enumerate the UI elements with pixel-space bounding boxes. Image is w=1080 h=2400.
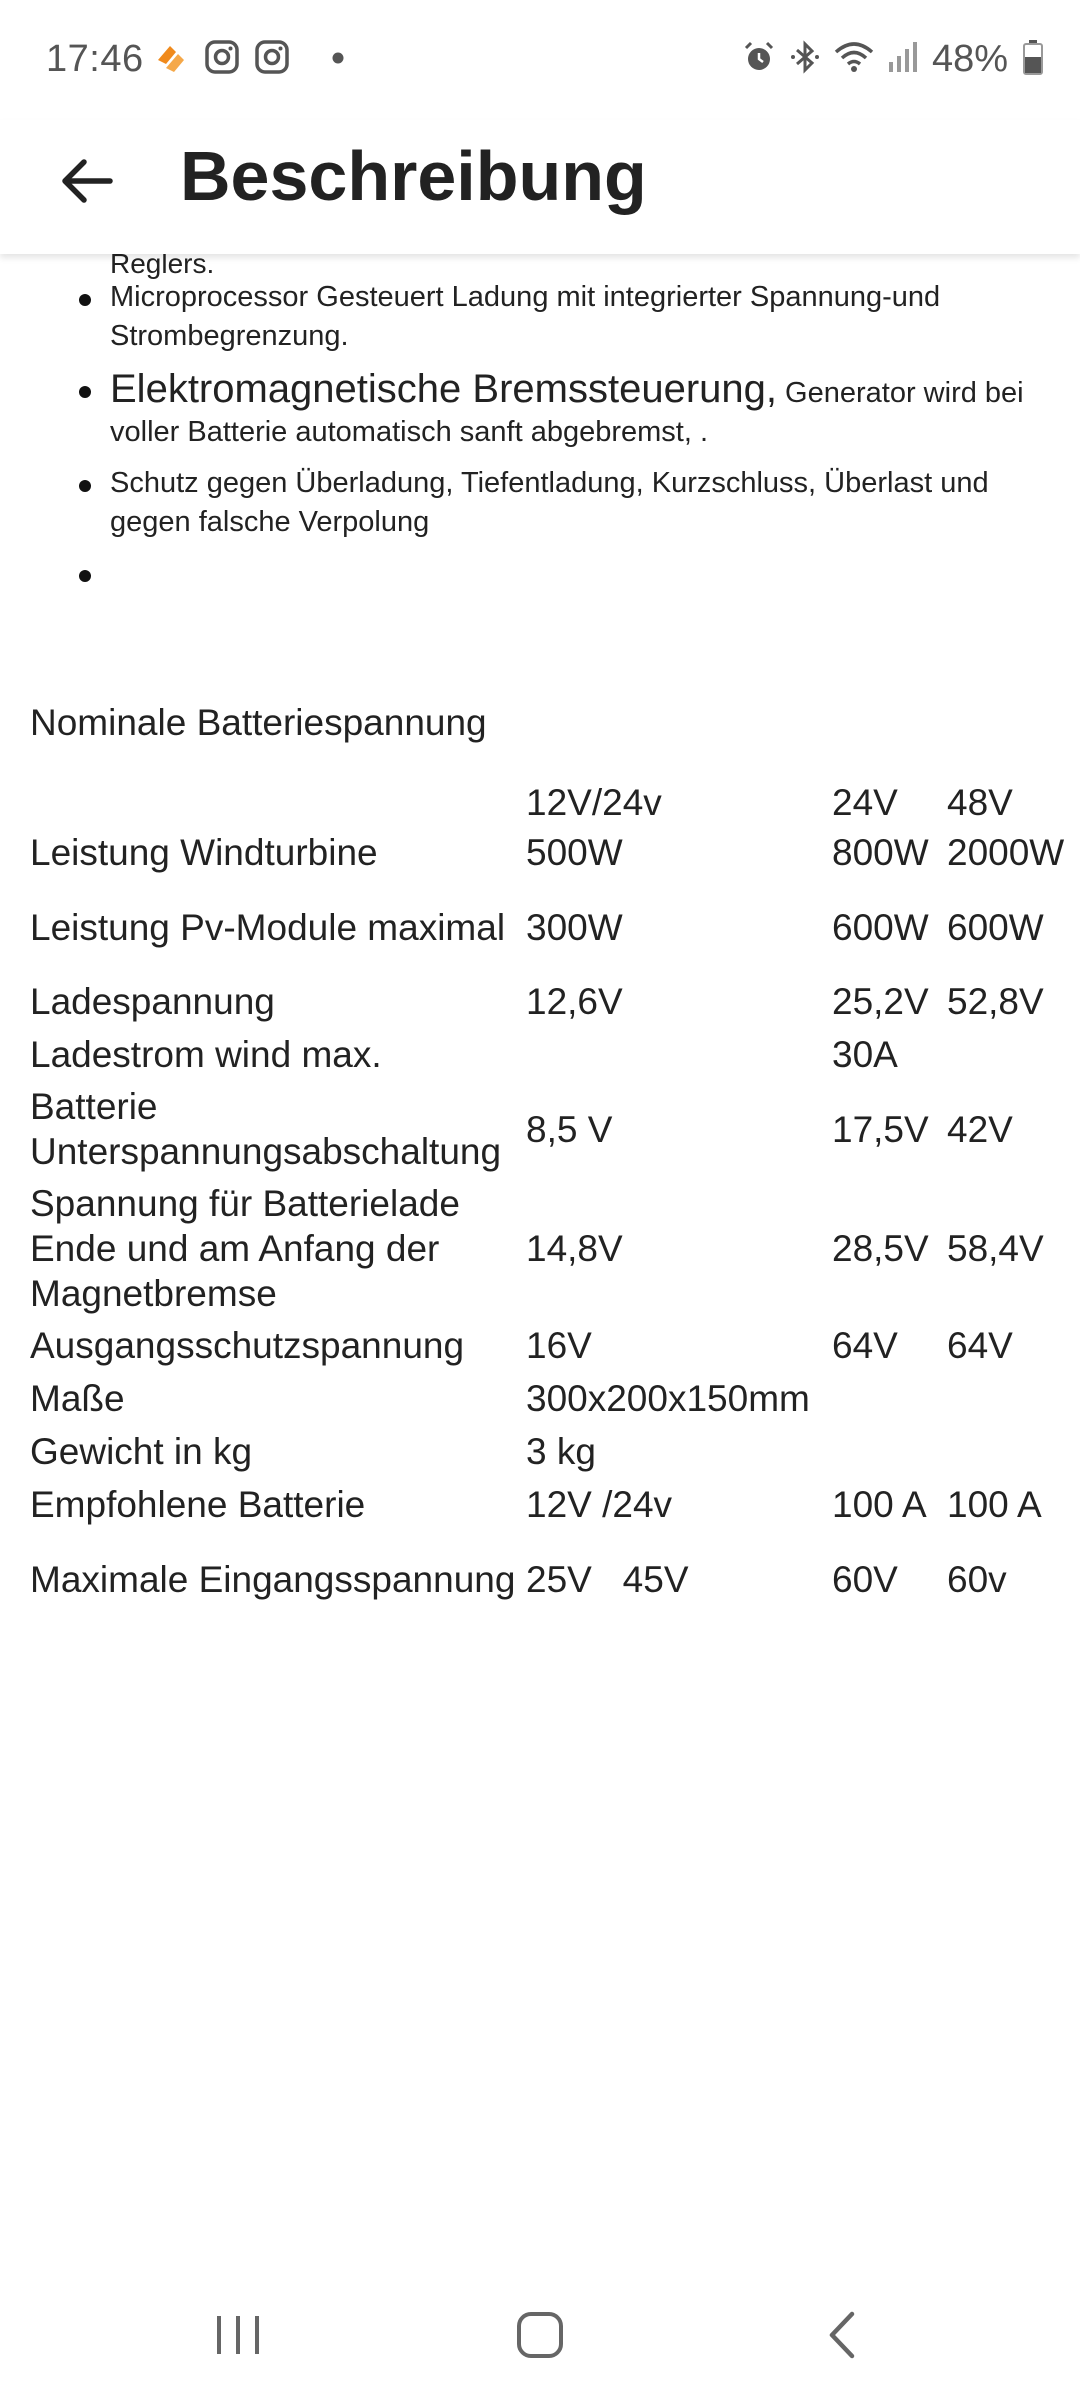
row-label: Gewicht in kg bbox=[30, 1431, 253, 1472]
row-value: 30A bbox=[832, 1034, 898, 1075]
home-icon bbox=[505, 2300, 575, 2370]
recents-icon bbox=[203, 2300, 273, 2370]
back-icon bbox=[808, 2300, 878, 2370]
back-button[interactable] bbox=[52, 146, 122, 216]
feature-list bbox=[0, 278, 1080, 594]
alarm-icon bbox=[742, 40, 776, 79]
table-row bbox=[30, 1319, 1077, 1372]
arrow-left-icon bbox=[52, 146, 122, 216]
instagram-icon bbox=[254, 39, 290, 80]
row-value: 28,5V bbox=[832, 1227, 929, 1269]
row-value: 60v bbox=[947, 1558, 1007, 1600]
list-item bbox=[0, 554, 1080, 594]
notification-app-icon bbox=[152, 38, 190, 81]
row-value: 100 A bbox=[947, 1484, 1042, 1525]
row-value: 64V bbox=[947, 1325, 1013, 1366]
navigation-bar bbox=[0, 2270, 1080, 2400]
list-item-text: Schutz gegen Überladung, Tiefentladung, Kurzschluss, Überlast und gegen falsche Verpolung bbox=[110, 467, 989, 538]
row-value: 8,5 V bbox=[526, 1108, 613, 1150]
row-value bbox=[947, 1425, 1077, 1478]
table-row bbox=[30, 1478, 1077, 1531]
row-value: 52,8V bbox=[947, 981, 1044, 1022]
table-header-cell: 24V bbox=[832, 781, 898, 823]
bluetooth-icon bbox=[790, 40, 820, 79]
row-label: Ladespannung bbox=[30, 981, 275, 1022]
row-value: 60V bbox=[832, 1558, 898, 1600]
row-value: 64V bbox=[832, 1325, 898, 1366]
notification-icons bbox=[152, 38, 344, 81]
system-back-button[interactable] bbox=[808, 2300, 878, 2370]
row-label: Ausgangsschutzspannung bbox=[30, 1325, 465, 1366]
row-value bbox=[526, 1028, 832, 1081]
list-item-text: Generator wird bei voller Batterie automatisch sanft abgebremst, . bbox=[110, 377, 1024, 448]
signal-icon bbox=[888, 40, 918, 79]
row-label: Maße bbox=[30, 1378, 125, 1419]
specs-table bbox=[30, 778, 1077, 1627]
battery-percent: 48% bbox=[931, 38, 1008, 80]
page-title: Beschreibung bbox=[180, 137, 647, 215]
table-header-cell: 48V bbox=[947, 781, 1013, 823]
row-value: 3 kg bbox=[526, 1431, 596, 1472]
row-value: 25V 45V bbox=[526, 1558, 689, 1600]
list-item bbox=[0, 464, 1080, 542]
status-time: 17:46 bbox=[46, 38, 144, 80]
table-row bbox=[30, 1425, 1077, 1478]
row-value: 17,5V bbox=[832, 1108, 929, 1150]
table-row bbox=[30, 879, 1077, 975]
table-row bbox=[30, 975, 1077, 1028]
status-bar bbox=[0, 0, 1080, 120]
row-value: 2000W bbox=[947, 832, 1065, 873]
row-label: Ladestrom wind max. bbox=[30, 1034, 382, 1075]
row-label: Spannung für Batterielade Ende und am Anfang der Magnetbremse bbox=[30, 1182, 460, 1314]
row-value bbox=[832, 1425, 947, 1478]
recents-button[interactable] bbox=[203, 2300, 273, 2370]
row-value: 25,2V bbox=[832, 981, 929, 1022]
dot-icon bbox=[332, 51, 344, 69]
row-value: 500W bbox=[526, 832, 623, 873]
row-value bbox=[947, 1028, 1077, 1081]
row-label: Leistung Windturbine bbox=[30, 832, 378, 873]
row-value: 12,6V bbox=[526, 981, 623, 1022]
row-label: Maximale Eingangsspannung bbox=[30, 1558, 516, 1600]
table-header-cell: 12V/24v bbox=[526, 781, 662, 823]
row-value: 12V /24v bbox=[526, 1484, 673, 1525]
table-row bbox=[30, 1028, 1077, 1081]
table-row bbox=[30, 1081, 1077, 1177]
table-row bbox=[30, 826, 1077, 879]
list-item-text: Microprocessor Gesteuert Ladung mit integrierter Spannung-und Strombegrenzung. bbox=[110, 281, 941, 352]
table-row bbox=[30, 1177, 1077, 1319]
table-row bbox=[30, 1372, 1077, 1425]
description-content bbox=[0, 254, 1080, 2254]
instagram-icon bbox=[204, 39, 240, 80]
specs-title: Nominale Batteriespannung bbox=[30, 702, 487, 743]
list-item bbox=[0, 367, 1080, 452]
row-value: 14,8V bbox=[526, 1227, 623, 1269]
battery-icon bbox=[1022, 39, 1044, 80]
table-header-row bbox=[30, 778, 1077, 826]
row-value: 42V bbox=[947, 1108, 1013, 1150]
list-item-heading: Elektromagnetische Bremssteuerung, bbox=[110, 367, 777, 411]
row-value: 100 A bbox=[832, 1484, 927, 1525]
wifi-icon bbox=[834, 40, 874, 79]
row-value: 16V bbox=[526, 1325, 592, 1366]
system-icons bbox=[742, 38, 1044, 81]
row-value: 800W bbox=[832, 832, 929, 873]
table-header-cell bbox=[30, 778, 526, 826]
row-value: 600W bbox=[832, 906, 929, 948]
home-button[interactable] bbox=[505, 2300, 575, 2370]
row-label: Batterie Unterspannungsabschaltung bbox=[30, 1086, 502, 1172]
list-item bbox=[0, 278, 1080, 356]
row-label: Leistung Pv-Module maximal bbox=[30, 906, 506, 948]
row-value: 300x200x150mm bbox=[526, 1378, 810, 1419]
row-label: Empfohlene Batterie bbox=[30, 1484, 366, 1525]
cut-off-text: Reglers. bbox=[110, 254, 215, 279]
table-row bbox=[30, 1531, 1077, 1627]
row-value: 58,4V bbox=[947, 1227, 1044, 1269]
row-value: 600W bbox=[947, 906, 1044, 948]
row-value: 300W bbox=[526, 906, 623, 948]
app-bar bbox=[0, 120, 1080, 254]
